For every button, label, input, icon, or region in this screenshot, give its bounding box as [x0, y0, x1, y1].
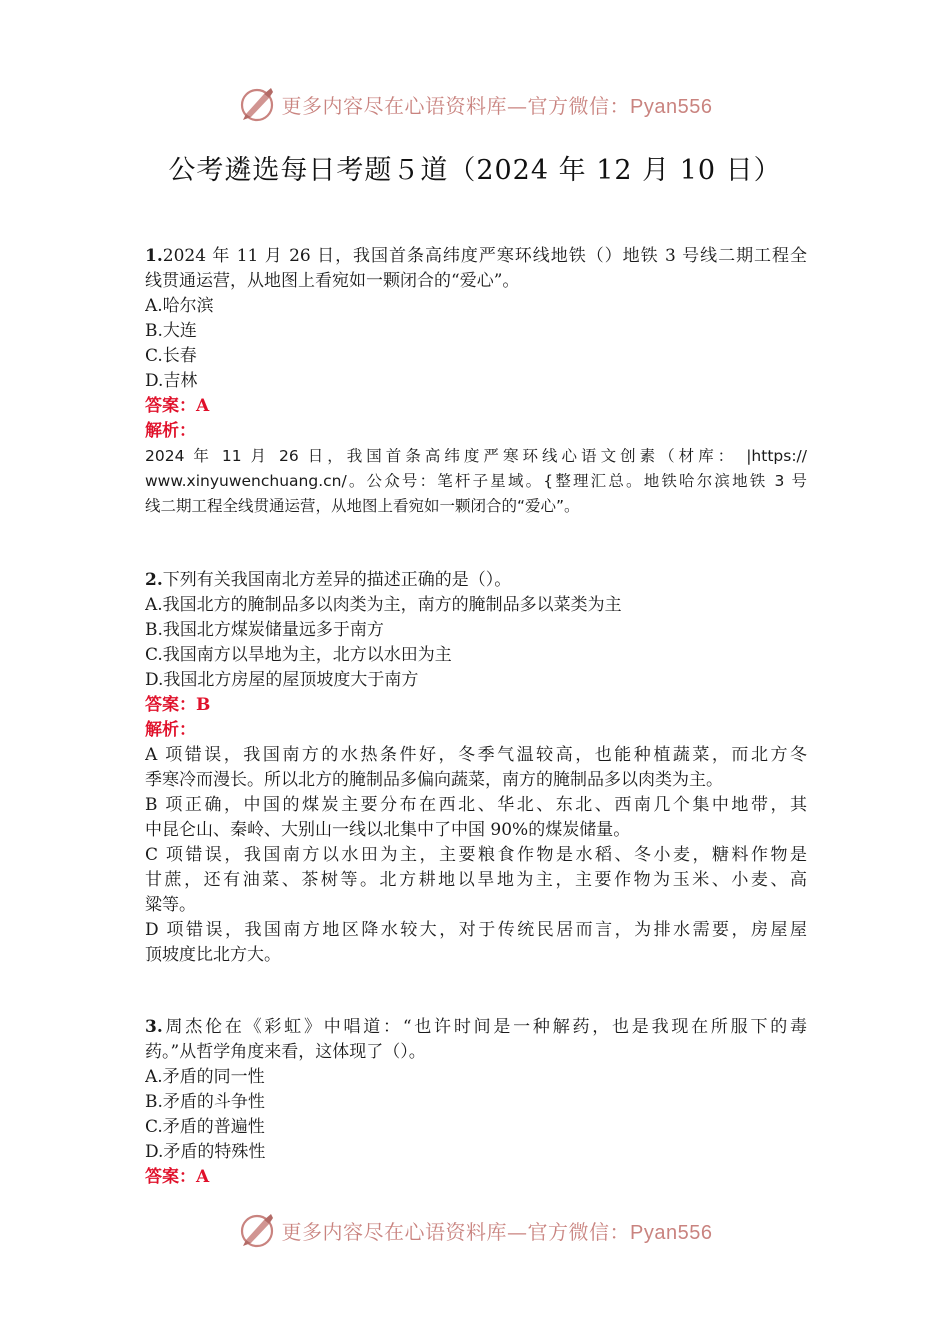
option-c: C.长春 [145, 346, 197, 366]
banner-text: 更多内容尽在心语资料库—官方微信：Pyan556 [281, 93, 713, 118]
question-stem-line: 1.2024 年 11 月 26 日，我国首条高纬度严寒环线地铁（）地铁 3 号线二期工程全 [145, 246, 807, 266]
header-watermark-banner [0, 82, 950, 126]
option-b: B.大连 [145, 321, 197, 341]
analysis-label: 解析： [145, 421, 196, 441]
analysis-line: A 项错误，我国南方的水热条件好，冬季气温较高，也能种植蔬菜，而北方冬 [145, 745, 807, 765]
page-title: 公考遴选每日考题５道（2024 年 12 月 10 日） [168, 155, 782, 186]
question-1 [145, 244, 807, 519]
option-b: B.矛盾的斗争性 [145, 1092, 265, 1112]
answer-line: 答案：A [145, 396, 210, 416]
option-d: D.我国北方房屋的屋顶坡度大于南方 [145, 670, 419, 690]
analysis-line: C 项错误，我国南方以水田为主，主要粮食作物是水稻、冬小麦，糖料作物是 [145, 845, 807, 865]
question-stem-line: 2.下列有关我国南北方差异的描述正确的是（）。 [145, 570, 512, 590]
option-d: D.吉林 [145, 371, 198, 391]
question-stem-line: 药。”从哲学角度来看，这体现了（）。 [145, 1042, 426, 1062]
analysis-line: 甘蔗，还有油菜、茶树等。北方耕地以旱地为主，主要作物为玉米、小麦、高 [145, 870, 807, 890]
analysis-line: 顶坡度比北方大。 [145, 945, 281, 965]
analysis-label: 解析： [145, 720, 196, 740]
option-c: C.矛盾的普遍性 [145, 1117, 265, 1137]
answer-line: 答案：A [145, 1167, 210, 1187]
question-3 [145, 1015, 807, 1190]
analysis-line: 线二期工程全线贯通运营，从地图上看宛如一颗闭合的“爱心”。 [145, 497, 580, 515]
analysis-line: 中昆仑山、秦岭、大别山一线以北集中了中国 90%的煤炭储量。 [145, 820, 631, 840]
analysis-line: B 项正确，中国的煤炭主要分布在西北、华北、东北、西南几个集中地带，其 [145, 795, 807, 815]
option-a: A.矛盾的同一性 [145, 1067, 265, 1087]
option-b: B.我国北方煤炭储量远多于南方 [145, 620, 384, 640]
analysis-line: 粱等。 [145, 895, 196, 915]
analysis-line: 季寒冷而漫长。所以北方的腌制品多偏向蔬菜，南方的腌制品多以肉类为主。 [145, 770, 723, 790]
banner-text: 更多内容尽在心语资料库—官方微信：Pyan556 [281, 1219, 713, 1244]
analysis-line: 2024 年 11 月 26 日，我国首条高纬度严寒环线心语文创素（材库： |https:// [145, 447, 807, 465]
analysis-line: www.xinyuwenchuang.cn/。公众号：笔杆子星域。{整理汇总。地铁哈尔滨地铁 3 号 [145, 472, 807, 490]
footer-watermark-banner [0, 1208, 950, 1252]
answer-line: 答案：B [145, 695, 211, 715]
option-c: C.我国南方以旱地为主，北方以水田为主 [145, 645, 452, 665]
option-a: A.我国北方的腌制品多以肉类为主，南方的腌制品多以菜类为主 [145, 595, 622, 615]
option-a: A.哈尔滨 [145, 296, 214, 316]
pen-logo-icon [238, 84, 278, 124]
question-2 [145, 568, 807, 968]
question-stem-line: 线贯通运营，从地图上看宛如一颗闭合的“爱心”。 [145, 271, 520, 291]
pen-logo-icon [238, 1210, 278, 1250]
option-d: D.矛盾的特殊性 [145, 1142, 266, 1162]
question-stem-line: 3.周杰伦在《彩虹》中唱道：“也许时间是一种解药，也是我现在所服下的毒 [145, 1017, 807, 1037]
analysis-line: D 项错误，我国南方地区降水较大，对于传统民居而言，为排水需要，房屋屋 [145, 920, 807, 940]
